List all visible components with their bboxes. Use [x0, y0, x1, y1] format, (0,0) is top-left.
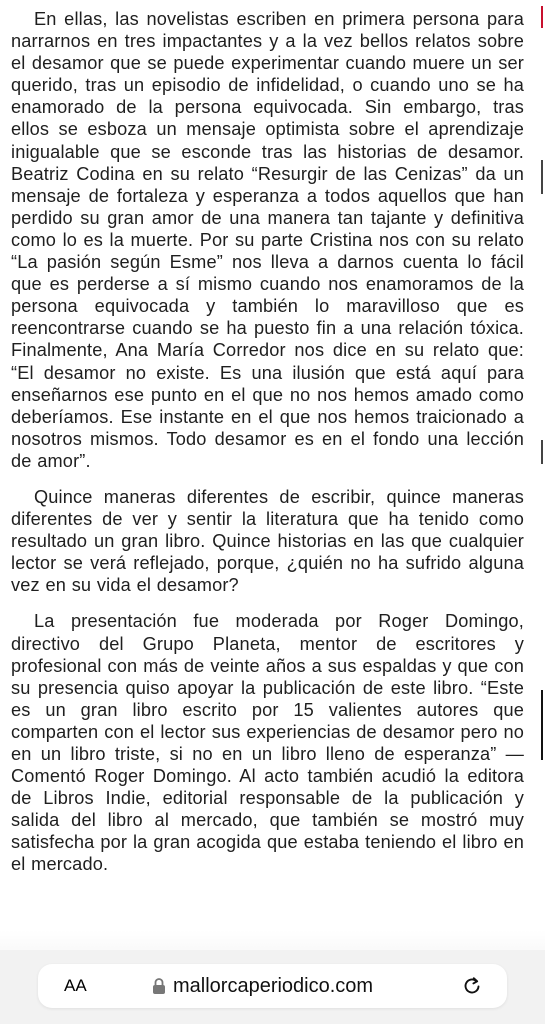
edge-mark: [541, 440, 543, 464]
address-bar[interactable]: [38, 964, 507, 1008]
browser-toolbar: [0, 950, 545, 1024]
article-body: [11, 8, 524, 960]
article-paragraph: Quince maneras diferentes de escribir, quince maneras diferentes de ver y sentir la literatura que ha tenido como resultado un gran libro. Quince historias en las que cualquier lector se verá reflejado, porque, ¿quién no ha sufrido alguna vez en su vida el desamor?: [11, 486, 524, 596]
lock-icon: [152, 977, 166, 995]
url-display[interactable]: [152, 964, 373, 1008]
text-size-button[interactable]: [64, 964, 87, 1008]
reload-icon[interactable]: [461, 975, 483, 997]
article-paragraph: En ellas, las novelistas escriben en primera persona para narrarnos en tres impactantes y a la vez bellos relatos sobre el desamor que se puede experimentar cuando muere un ser querido, tras un episodio de infidelidad, o cuando uno se ha enamorado de la persona equivocada. Sin embargo, tras ellos se esboza un mensaje optimista sobre el aprendizaje inigualable que se esconde tras las historias de desamor. Beatriz Codina en su relato “Resurgir de las Cenizas” da un mensaje de fortaleza y esperanza a todos aquellos que han perdido su gran amor de una manera tan tajante y definitiva como lo es la muerte. Por su parte Cristina nos con su relato “La pasión según Esme” nos lleva a darnos cuenta lo fácil que es perderse a sí mismo cuando nos enamoramos de la persona equivocada y también lo maravilloso que es reencontrarse cuando se ha puesto fin a una relación tóxica. Finalmente, Ana María Corredor nos dice en su relato que: “El desamor no existe. Es una ilusión que está aquí para enseñarnos ese punto en el que no nos hemos amado como deberíamos. Ese instante en el que nos hemos traicionado a nosotros mismos. Todo desamor es en el fondo una lección de amor”.: [11, 9, 524, 471]
text-size-label: AA: [64, 976, 87, 995]
article-paragraph: La presentación fue moderada por Roger Domingo, directivo del Grupo Planeta, mentor de escritores y profesional con más de veinte años a sus espaldas y que con su presencia quiso apoyar la publicación de este libro. “Este es un gran libro escrito por 15 valientes autores que comparten con el lector sus experiencias de desamor pero no en un libro triste, si no en un libro lleno de esperanza” —Comentó Roger Domingo. Al acto también acudió la editora de Libros Indie, editorial responsable de la publicación y salida del libro al mercado, que también se mostró muy satisfecha por la gran acogida que estaba teniendo el libro en el mercado.: [11, 611, 524, 875]
url-text: mallorcaperiodico.com: [173, 975, 374, 997]
edge-mark: [541, 690, 543, 760]
edge-mark: [541, 160, 543, 194]
edge-mark: [541, 6, 543, 28]
